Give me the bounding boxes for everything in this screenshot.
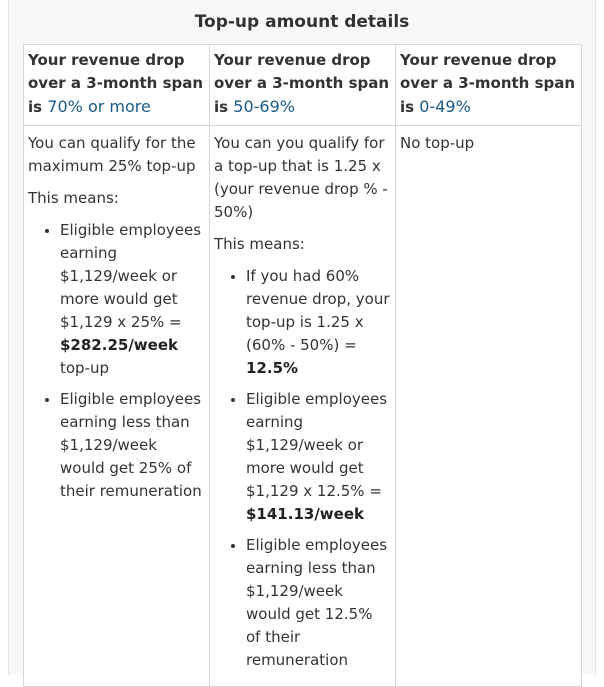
list-item bbox=[60, 219, 205, 380]
bold-amount: $141.13/week bbox=[246, 505, 364, 523]
bullet-text-tail: top-up bbox=[60, 359, 110, 377]
range-label: 70% or more bbox=[47, 97, 151, 116]
bold-amount: $282.25/week bbox=[60, 336, 178, 354]
bullet-text: Eligible employees earning $1,129/week or more would get $1,129 x 12.5% = bbox=[246, 390, 388, 500]
cell-text: No top-up bbox=[400, 134, 475, 152]
list-item: • Eligible employees earning less than $1,129/week would get 25% of their remuneration bbox=[60, 388, 205, 503]
header-cell-50-69 bbox=[210, 45, 396, 126]
header-row bbox=[24, 45, 582, 126]
bullet-list bbox=[214, 265, 391, 672]
cell-means: This means: bbox=[28, 189, 119, 207]
header-text: Your revenue drop over a 3-month span is bbox=[400, 51, 576, 116]
range-label: 0-49% bbox=[419, 97, 471, 116]
cell-0-49 bbox=[396, 126, 582, 687]
table-caption: Top-up amount details bbox=[194, 12, 410, 32]
cell-intro: You can you qualify for a top-up that is 1.25 x (your revenue drop % - 50%) bbox=[214, 134, 388, 221]
bullet-text: Eligible employees earning $1,129/week or more would get $1,129 x 25% = bbox=[60, 221, 202, 331]
bold-amount: 12.5% bbox=[246, 359, 299, 377]
header-cell-0-49 bbox=[396, 45, 582, 126]
header-cell-70-plus bbox=[24, 45, 210, 126]
cell-50-69 bbox=[210, 126, 396, 687]
body-row bbox=[24, 126, 582, 687]
range-label: 50-69% bbox=[233, 97, 295, 116]
bullet-text: If you had 60% revenue drop, your top-up is 1.25 x (60% - 50%) = bbox=[246, 267, 390, 354]
cell-intro: You can qualify for the maximum 25% top-up bbox=[28, 134, 196, 175]
cell-70-plus bbox=[24, 126, 210, 687]
list-item bbox=[246, 265, 391, 380]
list-item bbox=[246, 388, 391, 526]
header-text: Your revenue drop over a 3-month span is bbox=[28, 51, 204, 116]
header-text: Your revenue drop over a 3-month span is bbox=[214, 51, 390, 116]
top-up-table bbox=[23, 44, 582, 687]
list-item: • Eligible employees earning less than $1,129/week would get 12.5% of their remuneration bbox=[246, 534, 391, 672]
bullet-list bbox=[28, 219, 205, 503]
cell-means: This means: bbox=[214, 235, 305, 253]
